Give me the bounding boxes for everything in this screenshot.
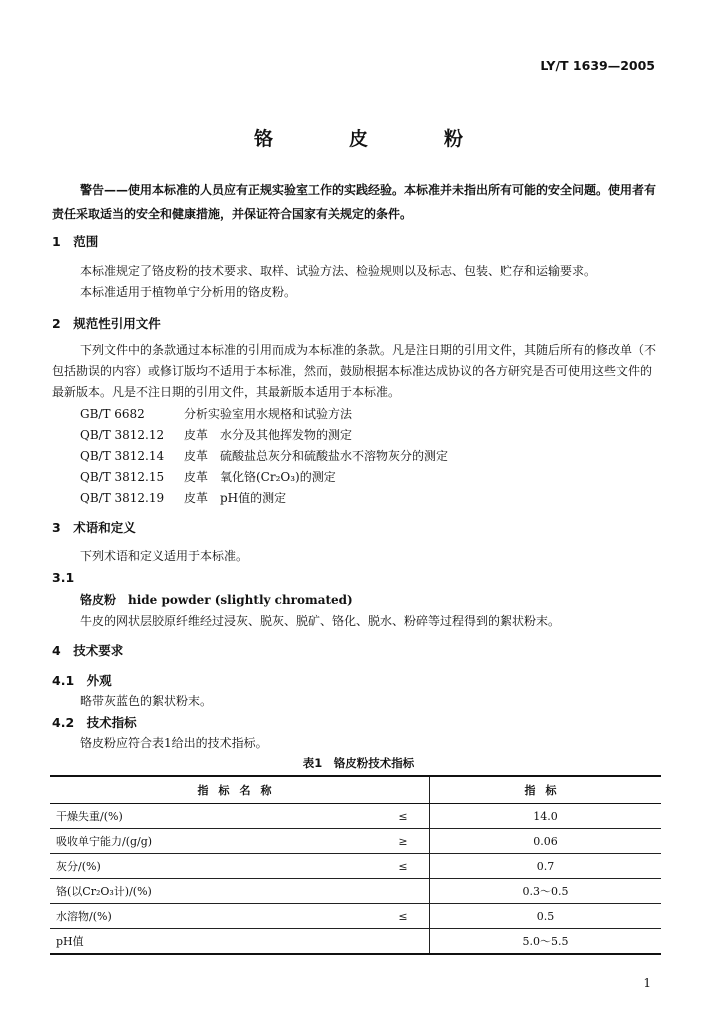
section-1-paragraph: 本标准规定了铬皮粉的技术要求、取样、试验方法、检验规则以及标志、包装、贮存和运输要求。 — [80, 264, 597, 278]
table-header-row — [50, 776, 661, 804]
row-name: 水溶物/(%) — [50, 904, 377, 929]
row-operator: ≤ — [377, 854, 430, 879]
title-char: 铬 — [253, 128, 273, 150]
reference-item — [80, 447, 448, 464]
reference-title: 分析实验室用水规格和试验方法 — [184, 407, 353, 421]
header-value: 指标 — [430, 776, 662, 804]
standard-number: LY/T 1639—2005 — [540, 58, 655, 73]
reference-title: 皮革 硫酸盐总灰分和硫酸盐水不溶物灰分的测定 — [184, 449, 449, 463]
section-2-paragraph: 下列文件中的条款通过本标准的引用而成为本标准的条款。凡是注日期的引用文件，其随后所有的修改单（不包括勘误的内容）或修订版均不适用于本标准，然而，鼓励根据本标准达成协议的各方研究是否可使用这些文件的最新版本。凡是不注日期的引用文件，其最新版本适用于本标准。 — [52, 343, 657, 399]
section-1-heading: 1 范围 — [52, 234, 99, 249]
term-definition: 牛皮的网状层胶原纤维经过浸灰、脱灰、脱矿、铬化、脱水、粉碎等过程得到的絮状粉末。 — [80, 614, 561, 628]
section-1-paragraph: 本标准适用于植物单宁分析用的铬皮粉。 — [80, 285, 297, 299]
reference-code: GB/T 6682 — [80, 407, 145, 421]
reference-title: 皮革 氧化铬(Cr₂O₃)的测定 — [184, 470, 336, 484]
row-value: 14.0 — [430, 804, 662, 829]
reference-title: 皮革 水分及其他挥发物的测定 — [184, 428, 353, 442]
table-row — [50, 804, 661, 829]
table-row — [50, 904, 661, 929]
table-row — [50, 854, 661, 879]
section-2-heading: 2 规范性引用文件 — [52, 316, 161, 331]
row-operator — [377, 929, 430, 955]
row-operator — [377, 879, 430, 904]
row-value: 0.7 — [430, 854, 662, 879]
section-3-heading: 3 术语和定义 — [52, 520, 136, 535]
reference-item — [80, 468, 336, 485]
term-entry: 铬皮粉 hide powder (slightly chromated) — [80, 593, 353, 607]
row-value: 0.5 — [430, 904, 662, 929]
row-name: 灰分/(%) — [50, 854, 377, 879]
row-name: 干燥失重/(%) — [50, 804, 377, 829]
reference-code: QB/T 3812.14 — [80, 449, 165, 463]
row-value: 0.06 — [430, 829, 662, 854]
warning-paragraph: 警告——使用本标准的人员应有正规实验室工作的实践经验。本标准并未指出所有可能的安全问题。使用者有责任采取适当的安全和健康措施，并保证符合国家有关规定的条件。 — [52, 183, 657, 221]
reference-item — [80, 405, 352, 422]
subsection-number: 3.1 — [52, 570, 75, 585]
reference-code: QB/T 3812.12 — [80, 428, 165, 442]
row-value: 5.0～5.5 — [430, 929, 662, 955]
title-char: 皮 — [348, 128, 368, 150]
section-4-heading: 4 技术要求 — [52, 643, 124, 658]
table-row — [50, 929, 661, 955]
table-caption: 表1 铬皮粉技术指标 — [302, 756, 415, 770]
title-char: 粉 — [444, 128, 464, 150]
reference-code: QB/T 3812.19 — [80, 491, 165, 505]
row-operator: ≤ — [377, 904, 430, 929]
row-operator: ≤ — [377, 804, 430, 829]
row-name: 铬(以Cr₂O₃计)/(%) — [50, 879, 377, 904]
subsection-4-2-text: 铬皮粉应符合表1给出的技术指标。 — [80, 736, 268, 750]
reference-code: QB/T 3812.15 — [80, 470, 165, 484]
subsection-4-1-text: 略带灰蓝色的絮状粉末。 — [80, 694, 213, 708]
spec-table — [50, 775, 661, 955]
section-3-paragraph: 下列术语和定义适用于本标准。 — [80, 549, 249, 563]
reference-title: 皮革 pH值的测定 — [184, 491, 287, 505]
row-operator: ≥ — [377, 829, 430, 854]
header-item: 指标名称 — [50, 776, 430, 804]
table-row — [50, 879, 661, 904]
reference-item — [80, 426, 352, 443]
page-title — [0, 124, 717, 151]
subsection-4-2-heading: 4.2 技术指标 — [52, 715, 137, 730]
reference-item — [80, 489, 286, 506]
table-row — [50, 829, 661, 854]
row-value: 0.3～0.5 — [430, 879, 662, 904]
subsection-4-1-heading: 4.1 外观 — [52, 673, 112, 688]
row-name: pH值 — [50, 929, 377, 955]
page-number: 1 — [643, 976, 651, 990]
row-name: 吸收单宁能力/(g/g) — [50, 829, 377, 854]
